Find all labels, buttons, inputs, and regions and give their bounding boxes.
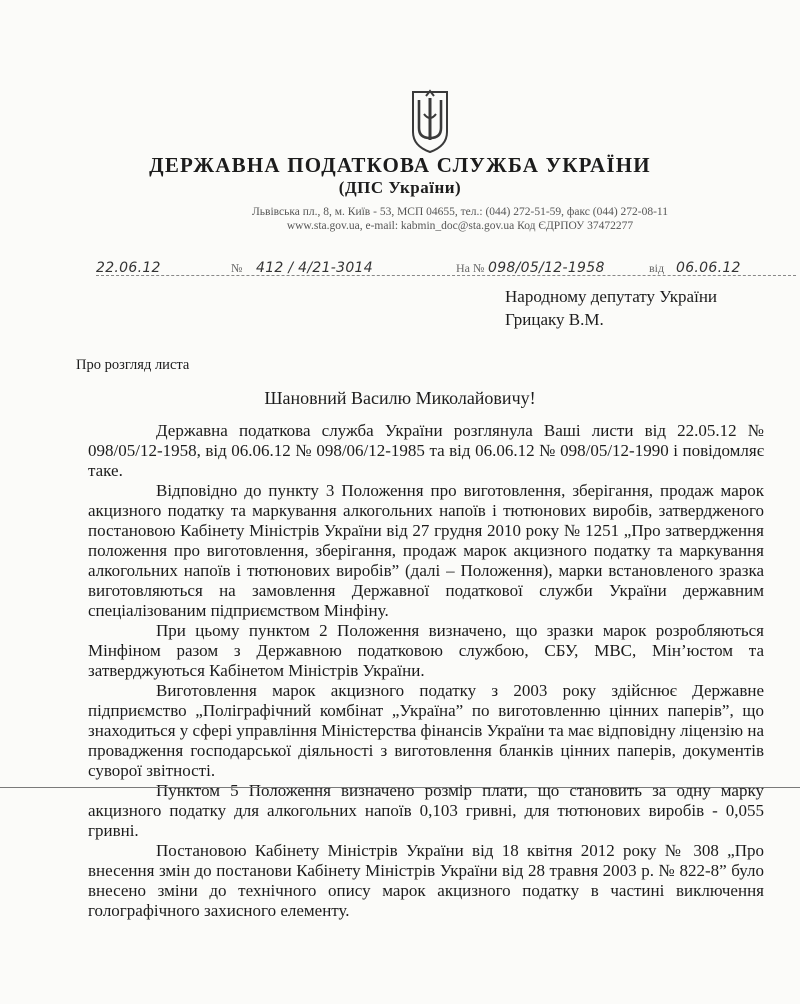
- contacts-web: www.sta.gov.ua, e-mail: kabmin_doc@sta.gov.ua Код ЄДРПОУ 37472277: [286, 220, 634, 232]
- addressee-name: Грицаку В.М.: [505, 310, 604, 329]
- registration-date: 22.06.12: [96, 260, 161, 276]
- paragraph: При цьому пунктом 2 Положення визначено, що зразки марок розробляються Мінфіном разом з Державною податковою службою, СБУ, МВС, Мін’юстом та затверджуються Кабінетом Міністрів України.: [88, 621, 764, 680]
- scan-fold-line: [0, 787, 800, 788]
- reference-number: 098/05/12-1958: [488, 260, 605, 276]
- addressee-position: Народному депутату України: [505, 287, 718, 306]
- greeting: Шановний Василю Миколайовичу!: [264, 388, 536, 408]
- paragraph: Пунктом 5 Положення визначено розмір плати, що становить за одну марку акцизного податку для алкогольних напоїв 0,103 гривні, для тютюнових виробів - 0,055 гривні.: [88, 781, 764, 840]
- reference-date-prefix: від: [649, 261, 665, 275]
- trident-coat-of-arms-icon: [410, 88, 450, 154]
- registration-line: [96, 255, 796, 279]
- letter-body: [88, 421, 764, 921]
- reference-number-prefix: На №: [456, 261, 485, 275]
- organization-short-name: (ДПС України): [338, 178, 462, 197]
- registration-number: 412 / 4/21-3014: [256, 260, 373, 276]
- contacts-address: Львівська пл., 8, м. Київ - 53, МСП 04655, тел.: (044) 272-51-59, факс (044) 272-08-11: [251, 206, 669, 218]
- registration-number-prefix: №: [231, 261, 243, 275]
- organization-name: ДЕРЖАВНА ПОДАТКОВА СЛУЖБА УКРАЇНИ: [149, 153, 651, 177]
- addressee-block: [505, 285, 717, 331]
- letter-subject: Про розгляд листа: [76, 357, 190, 373]
- paragraph: Відповідно до пункту 3 Положення про виготовлення, зберігання, продаж марок акцизного податку та маркування алкогольних напоїв і тютюнових виробів, затвердженого постановою Кабінету Міністрів України від 27 грудня 2010 року № 1251 „Про затвердження положення про виготовлення, зберігання, продаж марок акцизного податку та маркування алкогольних напоїв і тютюнових виробів” (далі – Положення), марки встановленого зразка виготовляються на замовлення Державної податкової служби України державним спеціалізованим підприємством Мінфіну.: [88, 481, 764, 620]
- paragraph: Виготовлення марок акцизного податку з 2003 року здійснює Державне підприємство „Поліграфічний комбінат „Україна” по виготовленню цінних паперів”, що знаходиться у сфері управління Міністерства фінансів України та має відповідну ліцензію на провадження господарської діяльності з виготовлення бланків цінних паперів, документів суворої звітності.: [88, 681, 764, 780]
- reference-date: 06.06.12: [676, 260, 741, 276]
- paragraph: Постановою Кабінету Міністрів України від 18 квітня 2012 року № 308 „Про внесення змін до постанови Кабінету Міністрів України від 28 травня 2003 р. № 822-8” було внесено зміни до технічного опису марок акцизного податку в частині виключення голографічного захисного елементу.: [88, 841, 764, 920]
- paragraph: Державна податкова служба України розглянула Ваші листи від 22.05.12 № 098/05/12-1958, від 06.06.12 № 098/06/12-1985 та від 06.06.12 № 098/05/12-1990 і повідомляє таке.: [88, 421, 764, 480]
